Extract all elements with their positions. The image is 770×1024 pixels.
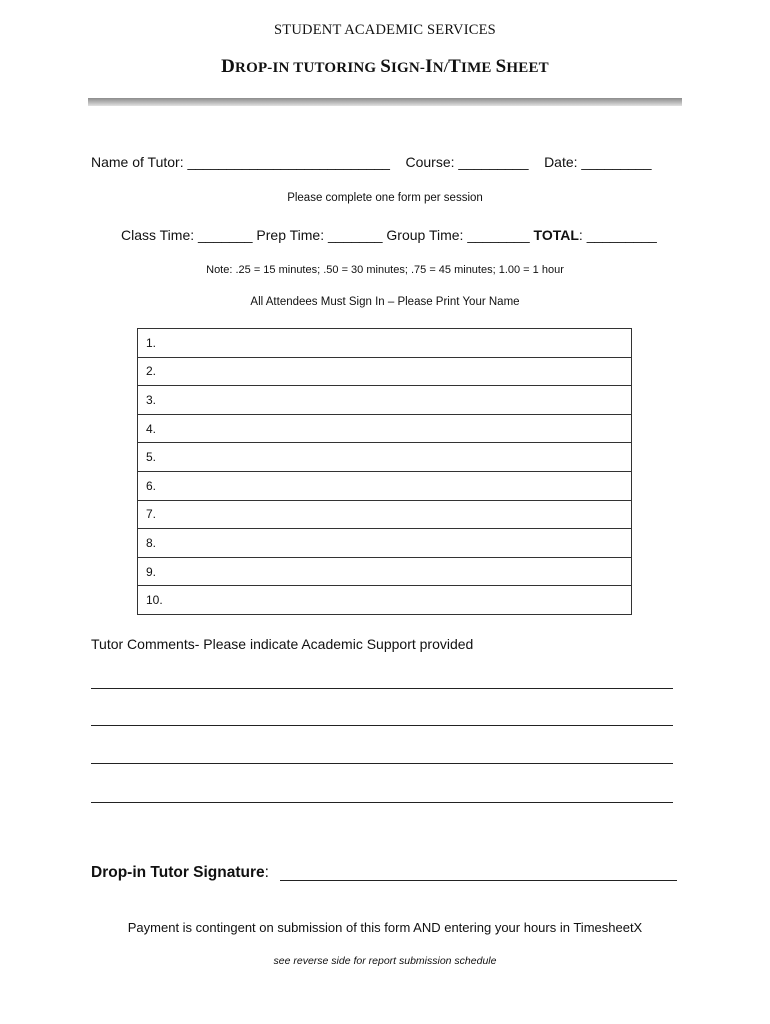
attendee-sign-in-table	[137, 328, 632, 615]
total-label: TOTAL	[533, 227, 579, 243]
attendee-name-cell[interactable]	[138, 586, 632, 615]
course-label: Course:	[405, 154, 455, 170]
comment-line[interactable]	[91, 802, 673, 803]
attendee-number: 9.	[146, 564, 157, 579]
attendee-number: 2.	[146, 364, 157, 379]
class-time-label: Class Time:	[121, 227, 195, 243]
comment-line[interactable]	[91, 763, 673, 764]
attendee-row	[138, 386, 632, 415]
attendee-number: 6.	[146, 478, 157, 493]
header-rule	[88, 98, 682, 106]
title-segment: N/	[432, 60, 449, 76]
comment-line[interactable]	[91, 688, 673, 689]
attendee-row	[138, 329, 632, 358]
attendee-name-cell[interactable]	[138, 357, 632, 386]
attendee-name-cell[interactable]	[138, 529, 632, 558]
tutor-name-blank[interactable]: __________________________	[187, 154, 390, 170]
attendee-number: 10.	[146, 593, 163, 608]
attendee-row	[138, 529, 632, 558]
title-segment: I	[425, 56, 433, 77]
attendee-name-cell[interactable]	[138, 557, 632, 586]
attendee-number: 1.	[146, 335, 157, 350]
title-segment: IME	[461, 60, 496, 76]
title-segment: D	[221, 56, 236, 77]
signature-label	[91, 864, 269, 882]
total-blank[interactable]: _________	[586, 227, 657, 243]
attendee-number: 8.	[146, 535, 157, 550]
attendee-row	[138, 443, 632, 472]
signature-colon: :	[264, 864, 269, 881]
title-segment: ROP-IN TUTORING	[235, 60, 381, 76]
attendee-name-cell[interactable]	[138, 500, 632, 529]
attendee-name-cell[interactable]	[138, 414, 632, 443]
date-label: Date:	[544, 154, 578, 170]
date-blank[interactable]: _________	[581, 154, 652, 170]
prep-time-label: Prep Time:	[256, 227, 325, 243]
tutor-info-line	[91, 154, 652, 170]
attendee-name-cell[interactable]	[138, 471, 632, 500]
time-conversion-note: Note: .25 = 15 minutes; .50 = 30 minutes; .75 = 45 minutes; 1.00 = 1 hour	[206, 264, 564, 276]
title-segment: S	[495, 56, 507, 77]
title-segment: T	[448, 56, 462, 77]
attendee-row	[138, 357, 632, 386]
attendee-row	[138, 586, 632, 615]
attendee-name-cell[interactable]	[138, 329, 632, 358]
prep-time-blank[interactable]: _______	[328, 227, 383, 243]
attendee-number: 5.	[146, 450, 157, 465]
org-name: STUDENT ACADEMIC SERVICES	[274, 22, 496, 38]
attendee-number: 7.	[146, 507, 157, 522]
attendee-row	[138, 471, 632, 500]
comment-line[interactable]	[91, 725, 673, 726]
attendee-name-cell[interactable]	[138, 386, 632, 415]
tutor-name-label: Name of Tutor:	[91, 154, 184, 170]
class-time-blank[interactable]: _______	[198, 227, 253, 243]
group-time-label: Group Time:	[386, 227, 464, 243]
attendee-number: 3.	[146, 392, 157, 407]
attendee-row	[138, 557, 632, 586]
title-segment: HEET	[506, 60, 549, 76]
title-segment: IGN-	[391, 60, 426, 76]
attendee-row	[138, 414, 632, 443]
attendee-row	[138, 500, 632, 529]
instruction-text: Please complete one form per session	[287, 192, 483, 204]
reverse-side-note: see reverse side for report submission schedule	[273, 955, 497, 967]
signature-label-text: Drop-in Tutor Signature	[91, 864, 265, 881]
group-time-blank[interactable]: ________	[467, 227, 530, 243]
title-segment: S	[380, 56, 391, 77]
tutor-comments-label: Tutor Comments- Please indicate Academic Support provided	[91, 636, 474, 652]
time-line	[121, 227, 657, 243]
form-title	[0, 56, 770, 78]
payment-notice: Payment is contingent on submission of this form AND entering your hours in TimesheetX	[127, 920, 643, 935]
attendee-number: 4.	[146, 421, 157, 436]
total-colon: :	[578, 227, 583, 243]
attendee-name-cell[interactable]	[138, 443, 632, 472]
course-blank[interactable]: _________	[458, 154, 529, 170]
attendees-header: All Attendees Must Sign In – Please Print Your Name	[250, 296, 520, 308]
signature-line[interactable]	[280, 880, 677, 881]
